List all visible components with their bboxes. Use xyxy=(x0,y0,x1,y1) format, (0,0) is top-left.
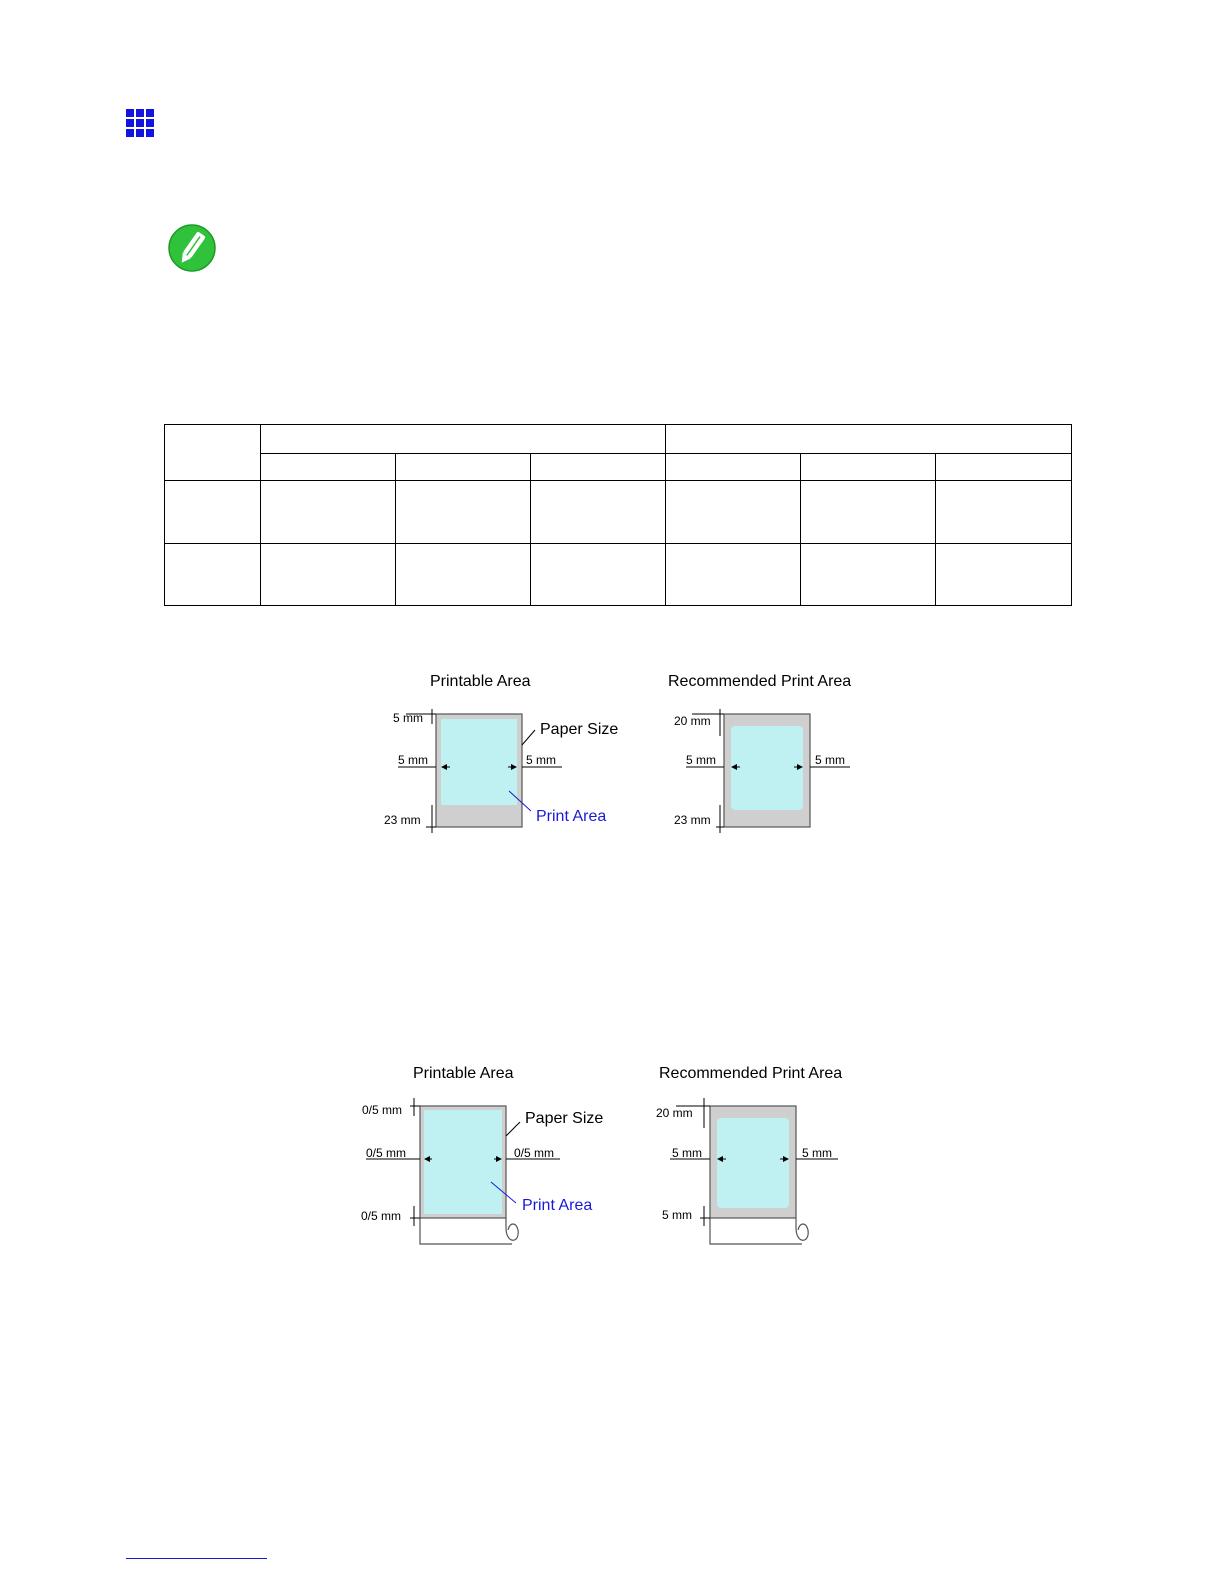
roll-paper xyxy=(710,1106,808,1244)
print-area-label: Print Area xyxy=(536,808,607,825)
left-margin-label: 5 mm xyxy=(672,1146,702,1160)
left-margin-label: 5 mm xyxy=(686,753,716,767)
bottom-margin-label: 0/5 mm xyxy=(361,1209,402,1223)
print-area-label: Print Area xyxy=(522,1197,593,1214)
printable-area-title: Printable Area xyxy=(430,673,531,690)
paper-sheet xyxy=(724,714,810,827)
right-margin-label: 5 mm xyxy=(526,753,556,767)
top-margin-label: 5 mm xyxy=(393,711,423,725)
paper-size-label: Paper Size xyxy=(525,1110,604,1127)
footer-link-underline[interactable] xyxy=(126,1558,267,1559)
bottom-margin-label: 5 mm xyxy=(662,1208,692,1222)
right-margin-label: 5 mm xyxy=(815,753,845,767)
left-margin-label: 5 mm xyxy=(398,753,428,767)
printable-area-title: Printable Area xyxy=(413,1065,514,1082)
recommended-area-title: Recommended Print Area xyxy=(659,1065,843,1082)
top-margin-label: 0/5 mm xyxy=(362,1103,403,1117)
left-margin-label: 0/5 mm xyxy=(366,1146,407,1160)
recommended-area-title: Recommended Print Area xyxy=(668,673,852,690)
right-margin-label: 0/5 mm xyxy=(514,1146,555,1160)
right-margin-label: 5 mm xyxy=(802,1146,832,1160)
bottom-margin-label: 23 mm xyxy=(384,813,421,827)
roll-paper xyxy=(420,1106,518,1244)
roll-print-area-diagram xyxy=(0,900,1224,1300)
paper-sheet xyxy=(436,714,522,827)
paper-size-label: Paper Size xyxy=(540,721,619,738)
top-margin-label: 20 mm xyxy=(656,1106,693,1120)
bottom-margin-label: 23 mm xyxy=(674,813,711,827)
top-margin-label: 20 mm xyxy=(674,714,711,728)
